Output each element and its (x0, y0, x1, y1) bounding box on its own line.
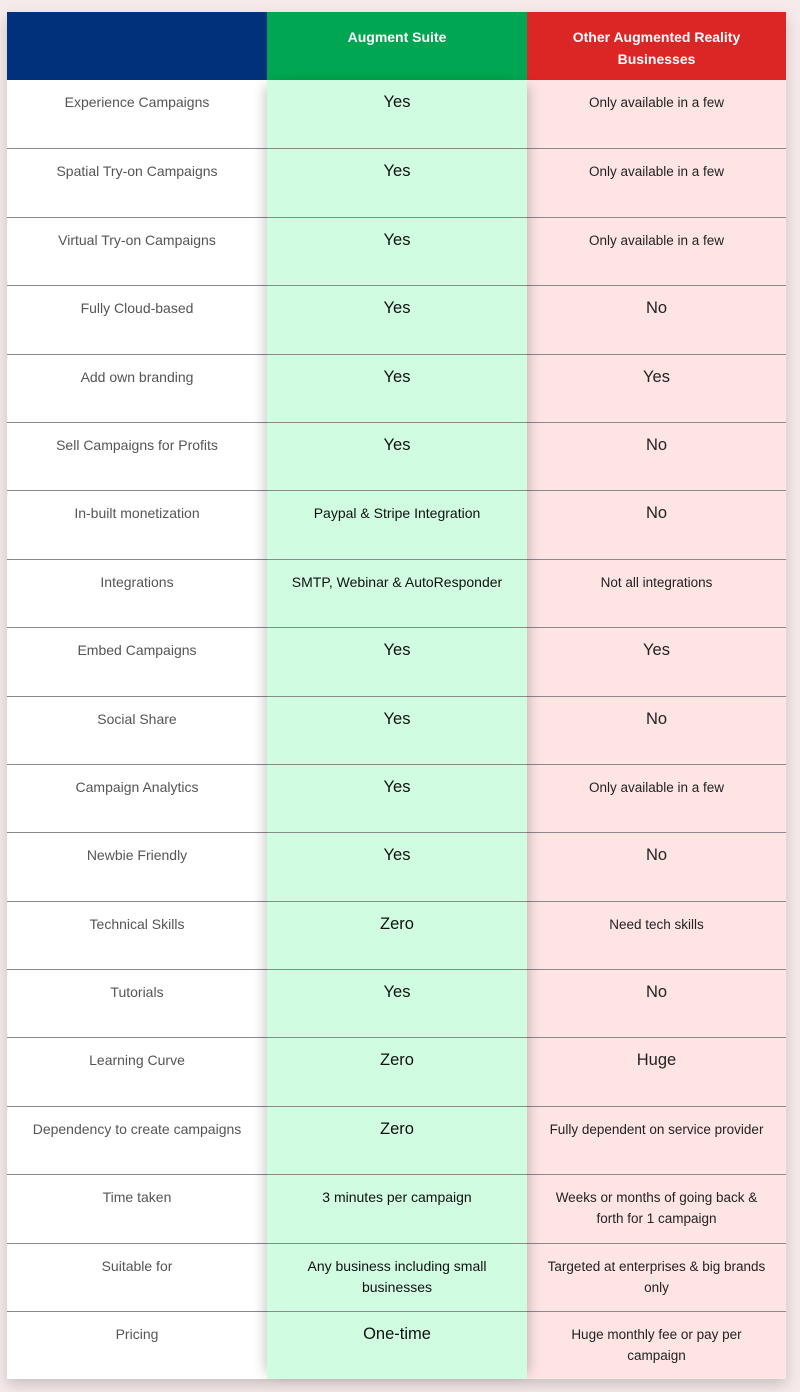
feature-label: Suitable for (7, 1244, 267, 1311)
feature-label: Experience Campaigns (7, 80, 267, 148)
feature-label: Tutorials (7, 970, 267, 1037)
feature-label: Learning Curve (7, 1038, 267, 1105)
feature-label: Technical Skills (7, 902, 267, 969)
feature-label: Campaign Analytics (7, 765, 267, 832)
table-row (7, 354, 786, 422)
header-augment-suite: Augment Suite (267, 12, 527, 80)
other-businesses-value: Targeted at enterprises & big brands only (527, 1244, 786, 1311)
table-row (7, 764, 786, 832)
other-businesses-value: No (527, 423, 786, 490)
other-businesses-value: Need tech skills (527, 902, 786, 969)
other-businesses-value: Only available in a few (527, 149, 786, 216)
other-businesses-value: No (527, 491, 786, 558)
feature-label: Embed Campaigns (7, 628, 267, 695)
feature-label: Dependency to create campaigns (7, 1107, 267, 1174)
other-businesses-value: Huge (527, 1038, 786, 1105)
other-businesses-value: Not all integrations (527, 560, 786, 627)
table-row (7, 1243, 786, 1311)
table-row (7, 1106, 786, 1174)
table-row (7, 832, 786, 900)
table-row (7, 901, 786, 969)
other-businesses-value: No (527, 833, 786, 900)
other-businesses-value: No (527, 697, 786, 764)
other-businesses-value: Only available in a few (527, 80, 786, 148)
other-businesses-value: No (527, 970, 786, 1037)
augment-suite-value: Zero (267, 1038, 527, 1105)
table-row (7, 422, 786, 490)
table-body (7, 80, 786, 1379)
header-feature (7, 12, 267, 80)
augment-suite-value: Yes (267, 970, 527, 1037)
augment-suite-value: Yes (267, 80, 527, 148)
feature-label: Fully Cloud-based (7, 286, 267, 353)
feature-label: Integrations (7, 560, 267, 627)
augment-suite-value: Yes (267, 697, 527, 764)
comparison-table (7, 12, 786, 1379)
table-row (7, 969, 786, 1037)
augment-suite-value: Yes (267, 423, 527, 490)
feature-label: Pricing (7, 1312, 267, 1379)
table-row (7, 217, 786, 285)
augment-suite-value: Zero (267, 1107, 527, 1174)
other-businesses-value: Yes (527, 628, 786, 695)
other-businesses-value: Huge monthly fee or pay per campaign (527, 1312, 786, 1379)
feature-label: Add own branding (7, 355, 267, 422)
table-row (7, 80, 786, 148)
header-other-businesses: Other Augmented Reality Businesses (527, 12, 786, 80)
table-row (7, 148, 786, 216)
table-row (7, 285, 786, 353)
augment-suite-value: Yes (267, 286, 527, 353)
other-businesses-value: Fully dependent on service provider (527, 1107, 786, 1174)
other-businesses-value: Weeks or months of going back & forth for 1 campaign (527, 1175, 786, 1242)
augment-suite-value: Paypal & Stripe Integration (267, 491, 527, 558)
other-businesses-value: No (527, 286, 786, 353)
table-row (7, 1174, 786, 1242)
augment-suite-value: Yes (267, 833, 527, 900)
augment-suite-value: Yes (267, 765, 527, 832)
other-businesses-value: Yes (527, 355, 786, 422)
table-row (7, 559, 786, 627)
other-businesses-value: Only available in a few (527, 765, 786, 832)
augment-suite-value: Zero (267, 902, 527, 969)
augment-suite-value: One-time (267, 1312, 527, 1379)
feature-label: In-built monetization (7, 491, 267, 558)
augment-suite-value: Yes (267, 355, 527, 422)
table-row (7, 696, 786, 764)
table-row (7, 1037, 786, 1105)
feature-label: Social Share (7, 697, 267, 764)
augment-suite-value: Yes (267, 218, 527, 285)
feature-label: Virtual Try-on Campaigns (7, 218, 267, 285)
table-row (7, 1311, 786, 1379)
feature-label: Spatial Try-on Campaigns (7, 149, 267, 216)
table-header (7, 12, 786, 80)
table-row (7, 627, 786, 695)
feature-label: Time taken (7, 1175, 267, 1242)
augment-suite-value: Yes (267, 628, 527, 695)
augment-suite-value: Yes (267, 149, 527, 216)
augment-suite-value: SMTP, Webinar & AutoResponder (267, 560, 527, 627)
other-businesses-value: Only available in a few (527, 218, 786, 285)
feature-label: Sell Campaigns for Profits (7, 423, 267, 490)
feature-label: Newbie Friendly (7, 833, 267, 900)
augment-suite-value: Any business including small businesses (267, 1244, 527, 1311)
augment-suite-value: 3 minutes per campaign (267, 1175, 527, 1242)
table-row (7, 490, 786, 558)
